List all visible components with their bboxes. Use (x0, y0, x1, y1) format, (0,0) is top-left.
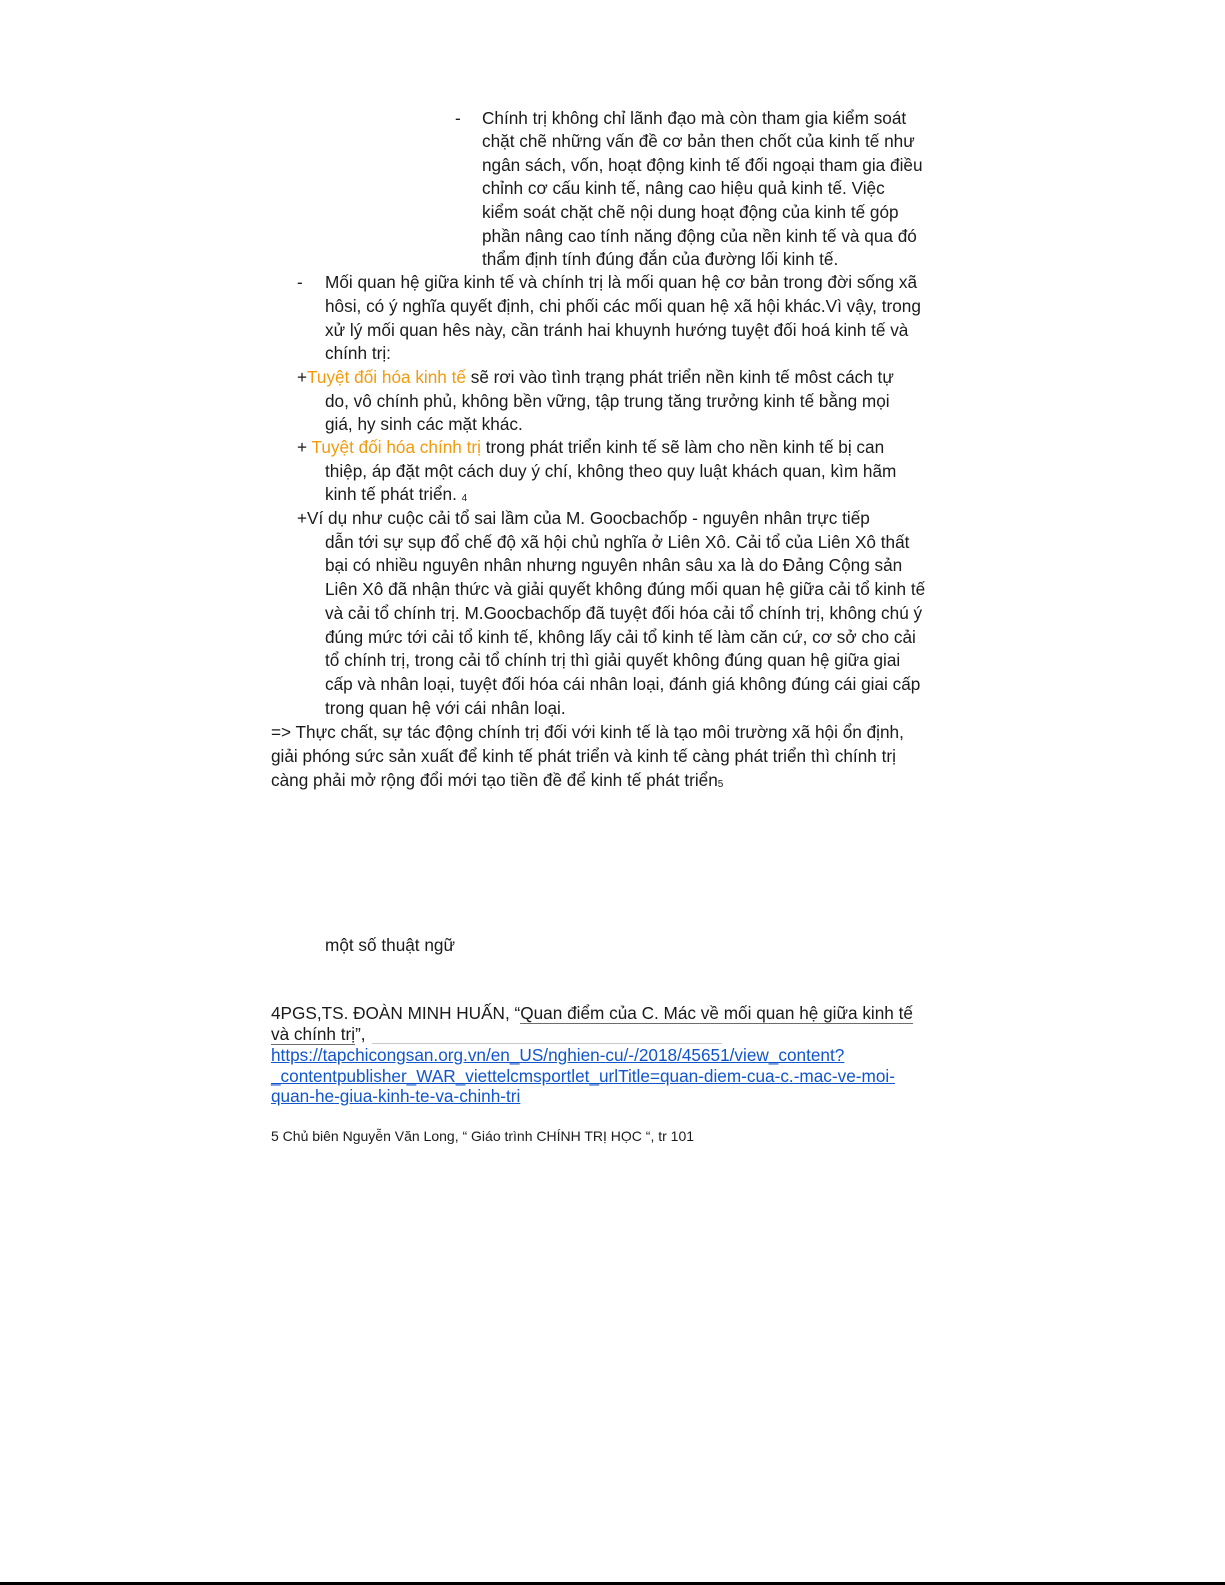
footnote-4-cont: và chính trị”, (271, 1024, 366, 1044)
bullet-dash: - (297, 272, 303, 292)
paragraph-line: và cải tổ chính trị. M.Goocbachốp đã tuyệt đối hóa cải tổ chính trị, không chú ý (325, 603, 923, 623)
paragraph-line: ngân sách, vốn, hoạt động kinh tế đối ngoại tham gia điều (482, 155, 923, 175)
footnote-5: 5 Chủ biên Nguyễn Văn Long, “ Giáo trình CHÍNH TRỊ HỌC “, tr 101 (271, 1128, 695, 1144)
paragraph-line: dẫn tới sự sụp đổ chế độ xã hội chủ nghĩa ở Liên Xô. Cải tổ của Liên Xô thất (325, 532, 910, 552)
paragraph-line: cấp và nhân loại, tuyệt đối hóa cái nhân loại, đánh giá không đúng cái giai cấp (325, 674, 921, 694)
list-item-example: +Ví dụ như cuộc cải tổ sai lầm của M. Goocbachốp - nguyên nhân trực tiếp (297, 508, 870, 528)
plus-marker: + (297, 437, 312, 457)
footnote-underline (372, 1043, 722, 1044)
plus-marker: + (297, 367, 308, 387)
paragraph-line: chặt chẽ những vấn đề cơ bản then chốt của kinh tế như (482, 131, 915, 151)
paragraph-line: kiểm soát chặt chẽ nội dung hoạt động của kinh tế góp (482, 202, 899, 222)
footnote-title: Quan điểm của C. Mác về mối quan hệ giữa kinh tế (520, 1003, 913, 1023)
highlighted-term: Tuyệt đối hóa chính trị (311, 437, 481, 457)
paragraph-line: Chính trị không chỉ lãnh đạo mà còn tham gia kiểm soát (482, 108, 907, 128)
list-item-absolutize-economy (297, 365, 894, 389)
footnote-link[interactable]: https://tapchicongsan.org.vn/en_US/nghien-cu/-/2018/45651/view_content? (271, 1045, 845, 1065)
paragraph-line: tổ chính trị, trong cải tổ chính trị thì giải quyết không đúng quan hệ giữa giai (325, 650, 901, 670)
paragraph-line: do, vô chính phủ, không bền vững, tập trung tăng trưởng kinh tế bằng mọi (325, 391, 890, 411)
paragraph-line: trong quan hệ với cái nhân loại. (325, 698, 566, 718)
footnote-link[interactable]: _contentpublisher_WAR_viettelcmsportlet_urlTitle=quan-diem-cua-c.-mac-ve-moi- (271, 1066, 895, 1086)
footnote-title: và chính trị (271, 1024, 356, 1044)
conclusion-line: càng phải mở rộng đổi mới tạo tiền đề để kinh tế phát triển5 (271, 770, 724, 790)
paragraph-line: Mối quan hệ giữa kinh tế và chính trị là mối quan hệ cơ bản trong đời sống xã (325, 272, 918, 292)
footnote-ref[interactable]: 4 (461, 493, 468, 504)
paragraph-line: thiệp, áp đặt một cách duy ý chí, không theo quy luật khách quan, kìm hãm (325, 461, 897, 481)
item-text: trong phát triển kinh tế sẽ làm cho nền kinh tế bị can (480, 437, 885, 457)
paragraph-line: đúng mức tới cải tổ kinh tế, không lấy cải tổ kinh tế làm căn cứ, cơ sở cho cải (325, 627, 916, 647)
footnote-4: 4PGS,TS. ĐOÀN MINH HUẤN, “Quan điểm của C. Mác về mối quan hệ giữa kinh tế (271, 1003, 913, 1023)
terms-heading: một số thuật ngữ (325, 935, 455, 955)
footnote-link[interactable]: quan-he-giua-kinh-te-va-chinh-tri (271, 1086, 521, 1106)
bullet-dash: - (455, 108, 461, 128)
item-text: sẽ rơi vào tình trạng phát triển nền kinh tế môst cách tự (465, 367, 894, 387)
paragraph-line: chỉnh cơ cấu kinh tế, nâng cao hiệu quả kinh tế. Việc (482, 178, 885, 198)
paragraph-line: bại có nhiều nguyên nhân nhưng nguyên nhân sâu xa là do Đảng Cộng sản (325, 555, 903, 575)
paragraph-line: xử lý mối quan hês này, cần tránh hai khuynh hướng tuyệt đối hoá kinh tế và (325, 320, 909, 340)
conclusion-line: => Thực chất, sự tác động chính trị đối với kinh tế là tạo môi trường xã hội ổn định, (271, 722, 904, 742)
conclusion-line: giải phóng sức sản xuất để kinh tế phát triển và kinh tế càng phát triển thì chính trị (271, 746, 896, 766)
paragraph-line: phần nâng cao tính năng động của nền kinh tế và qua đó (482, 226, 917, 246)
paragraph-line: chính trị: (325, 343, 391, 363)
footnote-ref[interactable]: 5 (717, 779, 724, 790)
paragraph-line: Liên Xô đã nhận thức và giải quyết không đúng mối quan hệ giữa cải tổ kinh tế (325, 579, 926, 599)
paragraph-line: giá, hy sinh các mặt khác. (325, 414, 523, 434)
paragraph-line: kinh tế phát triển. 4 (325, 484, 468, 504)
paragraph-line: thẩm định tính đúng đắn của đường lối kinh tế. (482, 249, 839, 269)
paragraph-line: hôsi, có ý nghĩa quyết định, chi phối các mối quan hệ xã hội khác.Vì vậy, trong (325, 296, 921, 316)
highlighted-term: Tuyệt đối hóa kinh tế (307, 367, 466, 387)
list-item-absolutize-politics (297, 435, 884, 459)
